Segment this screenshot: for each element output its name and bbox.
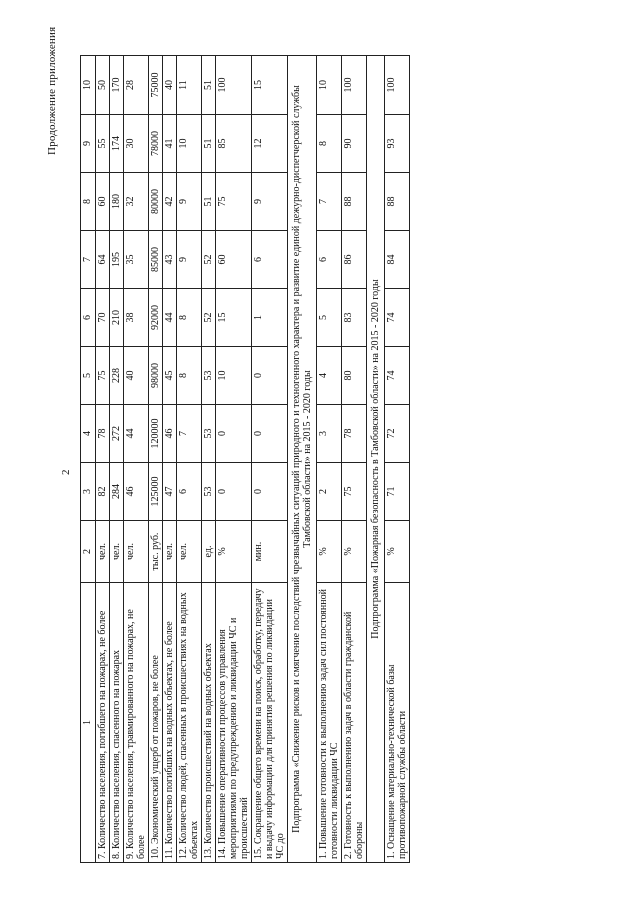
header-cell: 5 <box>81 347 96 405</box>
value-cell: 47 <box>163 463 177 521</box>
value-cell: 45 <box>163 347 177 405</box>
value-cell: 9 <box>177 173 202 231</box>
table-row <box>110 56 124 863</box>
value-cell: 41 <box>163 115 177 173</box>
value-cell: 30 <box>124 115 149 173</box>
value-cell: 78 <box>96 405 110 463</box>
value-cell: 53 <box>202 405 216 463</box>
value-cell: 8 <box>177 347 202 405</box>
indicator-name: 8. Количество населения, спасенного на пожарах <box>110 583 124 863</box>
indicator-name: 11. Количество погибших на водных объектах, не более <box>163 583 177 863</box>
value-cell: 53 <box>202 347 216 405</box>
value-cell: 170 <box>110 56 124 115</box>
value-cell: 0 <box>252 347 288 405</box>
value-cell: 100 <box>216 56 252 115</box>
value-cell: 7 <box>317 173 342 231</box>
subprogram-title: Подпрограмма «Снижение рисков и смягчение последствий чрезвычайных ситуаций природного и техногенного характера и развитие единой дежурно-диспетчерской службы Тамбовской области» на 2015 - 2020 годы <box>288 56 317 863</box>
header-cell: 2 <box>81 521 96 583</box>
unit-cell: чел. <box>177 521 202 583</box>
header-cell: 9 <box>81 115 96 173</box>
header-cell: 8 <box>81 173 96 231</box>
value-cell: 15 <box>216 289 252 347</box>
value-cell: 60 <box>216 231 252 289</box>
value-cell: 86 <box>342 231 367 289</box>
unit-cell: чел. <box>124 521 149 583</box>
value-cell: 88 <box>385 173 410 231</box>
value-cell: 46 <box>124 463 149 521</box>
value-cell: 70 <box>96 289 110 347</box>
value-cell: 51 <box>202 56 216 115</box>
indicator-name: 7. Количество населения, погибшего на пожарах, не более <box>96 583 110 863</box>
value-cell: 44 <box>124 405 149 463</box>
value-cell: 1 <box>252 289 288 347</box>
value-cell: 85000 <box>149 231 163 289</box>
value-cell: 9 <box>177 231 202 289</box>
value-cell: 78000 <box>149 115 163 173</box>
value-cell: 64 <box>96 231 110 289</box>
value-cell: 272 <box>110 405 124 463</box>
value-cell: 4 <box>317 347 342 405</box>
value-cell: 12 <box>252 115 288 173</box>
page-number: 2 <box>60 469 72 475</box>
unit-cell: ед. <box>202 521 216 583</box>
table-row <box>252 56 288 863</box>
value-cell: 88 <box>342 173 367 231</box>
table-row <box>124 56 149 863</box>
value-cell: 38 <box>124 289 149 347</box>
value-cell: 90 <box>342 115 367 173</box>
unit-cell: % <box>385 521 410 583</box>
table-row <box>163 56 177 863</box>
table-row <box>342 56 367 863</box>
value-cell: 8 <box>177 289 202 347</box>
header-cell: 6 <box>81 289 96 347</box>
value-cell: 83 <box>342 289 367 347</box>
unit-cell: чел. <box>110 521 124 583</box>
value-cell: 8 <box>317 115 342 173</box>
table-row <box>385 56 410 863</box>
value-cell: 100 <box>385 56 410 115</box>
indicator-name: 14. Повышение оперативности процессов управления мероприятиями по предупреждению и ликвидации ЧС и происшествий <box>216 583 252 863</box>
value-cell: 174 <box>110 115 124 173</box>
value-cell: 6 <box>177 463 202 521</box>
value-cell: 3 <box>317 405 342 463</box>
table-row <box>149 56 163 863</box>
header-cell: 10 <box>81 56 96 115</box>
value-cell: 0 <box>252 463 288 521</box>
value-cell: 60 <box>96 173 110 231</box>
header-cell: 1 <box>81 583 96 863</box>
value-cell: 6 <box>252 231 288 289</box>
value-cell: 46 <box>163 405 177 463</box>
value-cell: 9 <box>252 173 288 231</box>
value-cell: 0 <box>216 405 252 463</box>
value-cell: 2 <box>317 463 342 521</box>
unit-cell: % <box>317 521 342 583</box>
indicator-name: 10. Экономический ущерб от пожаров, не более <box>149 583 163 863</box>
subprogram-title: Подпрограмма «Пожарная безопасность в Тамбовской области» на 2015 - 2020 годы <box>367 56 385 863</box>
value-cell: 50 <box>96 56 110 115</box>
subprogram-row <box>288 56 317 863</box>
value-cell: 180 <box>110 173 124 231</box>
header-cell: 4 <box>81 405 96 463</box>
value-cell: 85 <box>216 115 252 173</box>
indicator-name: 15. Сокращение общего времени на поиск, обработку, передачу и выдачу информации для принятия решения по ликвидации ЧС до <box>252 583 288 863</box>
value-cell: 28 <box>124 56 149 115</box>
value-cell: 52 <box>202 231 216 289</box>
value-cell: 5 <box>317 289 342 347</box>
value-cell: 71 <box>385 463 410 521</box>
table-row <box>317 56 342 863</box>
value-cell: 53 <box>202 463 216 521</box>
value-cell: 75 <box>216 173 252 231</box>
indicators-table <box>80 55 410 863</box>
value-cell: 75000 <box>149 56 163 115</box>
value-cell: 74 <box>385 347 410 405</box>
indicator-name: 13. Количество происшествий на водных объектах <box>202 583 216 863</box>
indicator-name: 2. Готовность к выполнению задач в области гражданской обороны <box>342 583 367 863</box>
table-row <box>202 56 216 863</box>
continuation-label: Продолжение приложения <box>46 26 58 155</box>
value-cell: 120000 <box>149 405 163 463</box>
value-cell: 228 <box>110 347 124 405</box>
indicator-name: 1. Повышение готовности к выполнению задач сил постоянной готовности ликвидации ЧС <box>317 583 342 863</box>
unit-cell: тыс. руб. <box>149 521 163 583</box>
value-cell: 80000 <box>149 173 163 231</box>
value-cell: 10 <box>216 347 252 405</box>
value-cell: 80 <box>342 347 367 405</box>
value-cell: 40 <box>163 56 177 115</box>
value-cell: 11 <box>177 56 202 115</box>
value-cell: 0 <box>252 405 288 463</box>
indicator-name: 9. Количество населения, травмированного на пожарах, не более <box>124 583 149 863</box>
header-cell: 7 <box>81 231 96 289</box>
value-cell: 52 <box>202 289 216 347</box>
value-cell: 125000 <box>149 463 163 521</box>
value-cell: 72 <box>385 405 410 463</box>
table-row <box>177 56 202 863</box>
unit-cell: чел. <box>96 521 110 583</box>
value-cell: 195 <box>110 231 124 289</box>
indicator-name: 12. Количество людей, спасенных в происшествиях на водных объектах <box>177 583 202 863</box>
value-cell: 75 <box>342 463 367 521</box>
value-cell: 7 <box>177 405 202 463</box>
value-cell: 82 <box>96 463 110 521</box>
value-cell: 0 <box>216 463 252 521</box>
table-row <box>96 56 110 863</box>
value-cell: 74 <box>385 289 410 347</box>
value-cell: 10 <box>317 56 342 115</box>
value-cell: 6 <box>317 231 342 289</box>
value-cell: 78 <box>342 405 367 463</box>
header-row <box>81 56 96 863</box>
value-cell: 51 <box>202 173 216 231</box>
value-cell: 43 <box>163 231 177 289</box>
value-cell: 44 <box>163 289 177 347</box>
value-cell: 55 <box>96 115 110 173</box>
value-cell: 84 <box>385 231 410 289</box>
value-cell: 42 <box>163 173 177 231</box>
value-cell: 210 <box>110 289 124 347</box>
unit-cell: % <box>342 521 367 583</box>
header-cell: 3 <box>81 463 96 521</box>
value-cell: 100 <box>342 56 367 115</box>
unit-cell: мин. <box>252 521 288 583</box>
unit-cell: чел. <box>163 521 177 583</box>
table-row <box>216 56 252 863</box>
unit-cell: % <box>216 521 252 583</box>
indicator-name: 1. Оснащение материально-технической базы противопожарной службы области <box>385 583 410 863</box>
value-cell: 92000 <box>149 289 163 347</box>
subprogram-row <box>367 56 385 863</box>
value-cell: 98000 <box>149 347 163 405</box>
value-cell: 15 <box>252 56 288 115</box>
value-cell: 35 <box>124 231 149 289</box>
value-cell: 75 <box>96 347 110 405</box>
value-cell: 51 <box>202 115 216 173</box>
value-cell: 93 <box>385 115 410 173</box>
value-cell: 32 <box>124 173 149 231</box>
value-cell: 10 <box>177 115 202 173</box>
value-cell: 40 <box>124 347 149 405</box>
value-cell: 284 <box>110 463 124 521</box>
